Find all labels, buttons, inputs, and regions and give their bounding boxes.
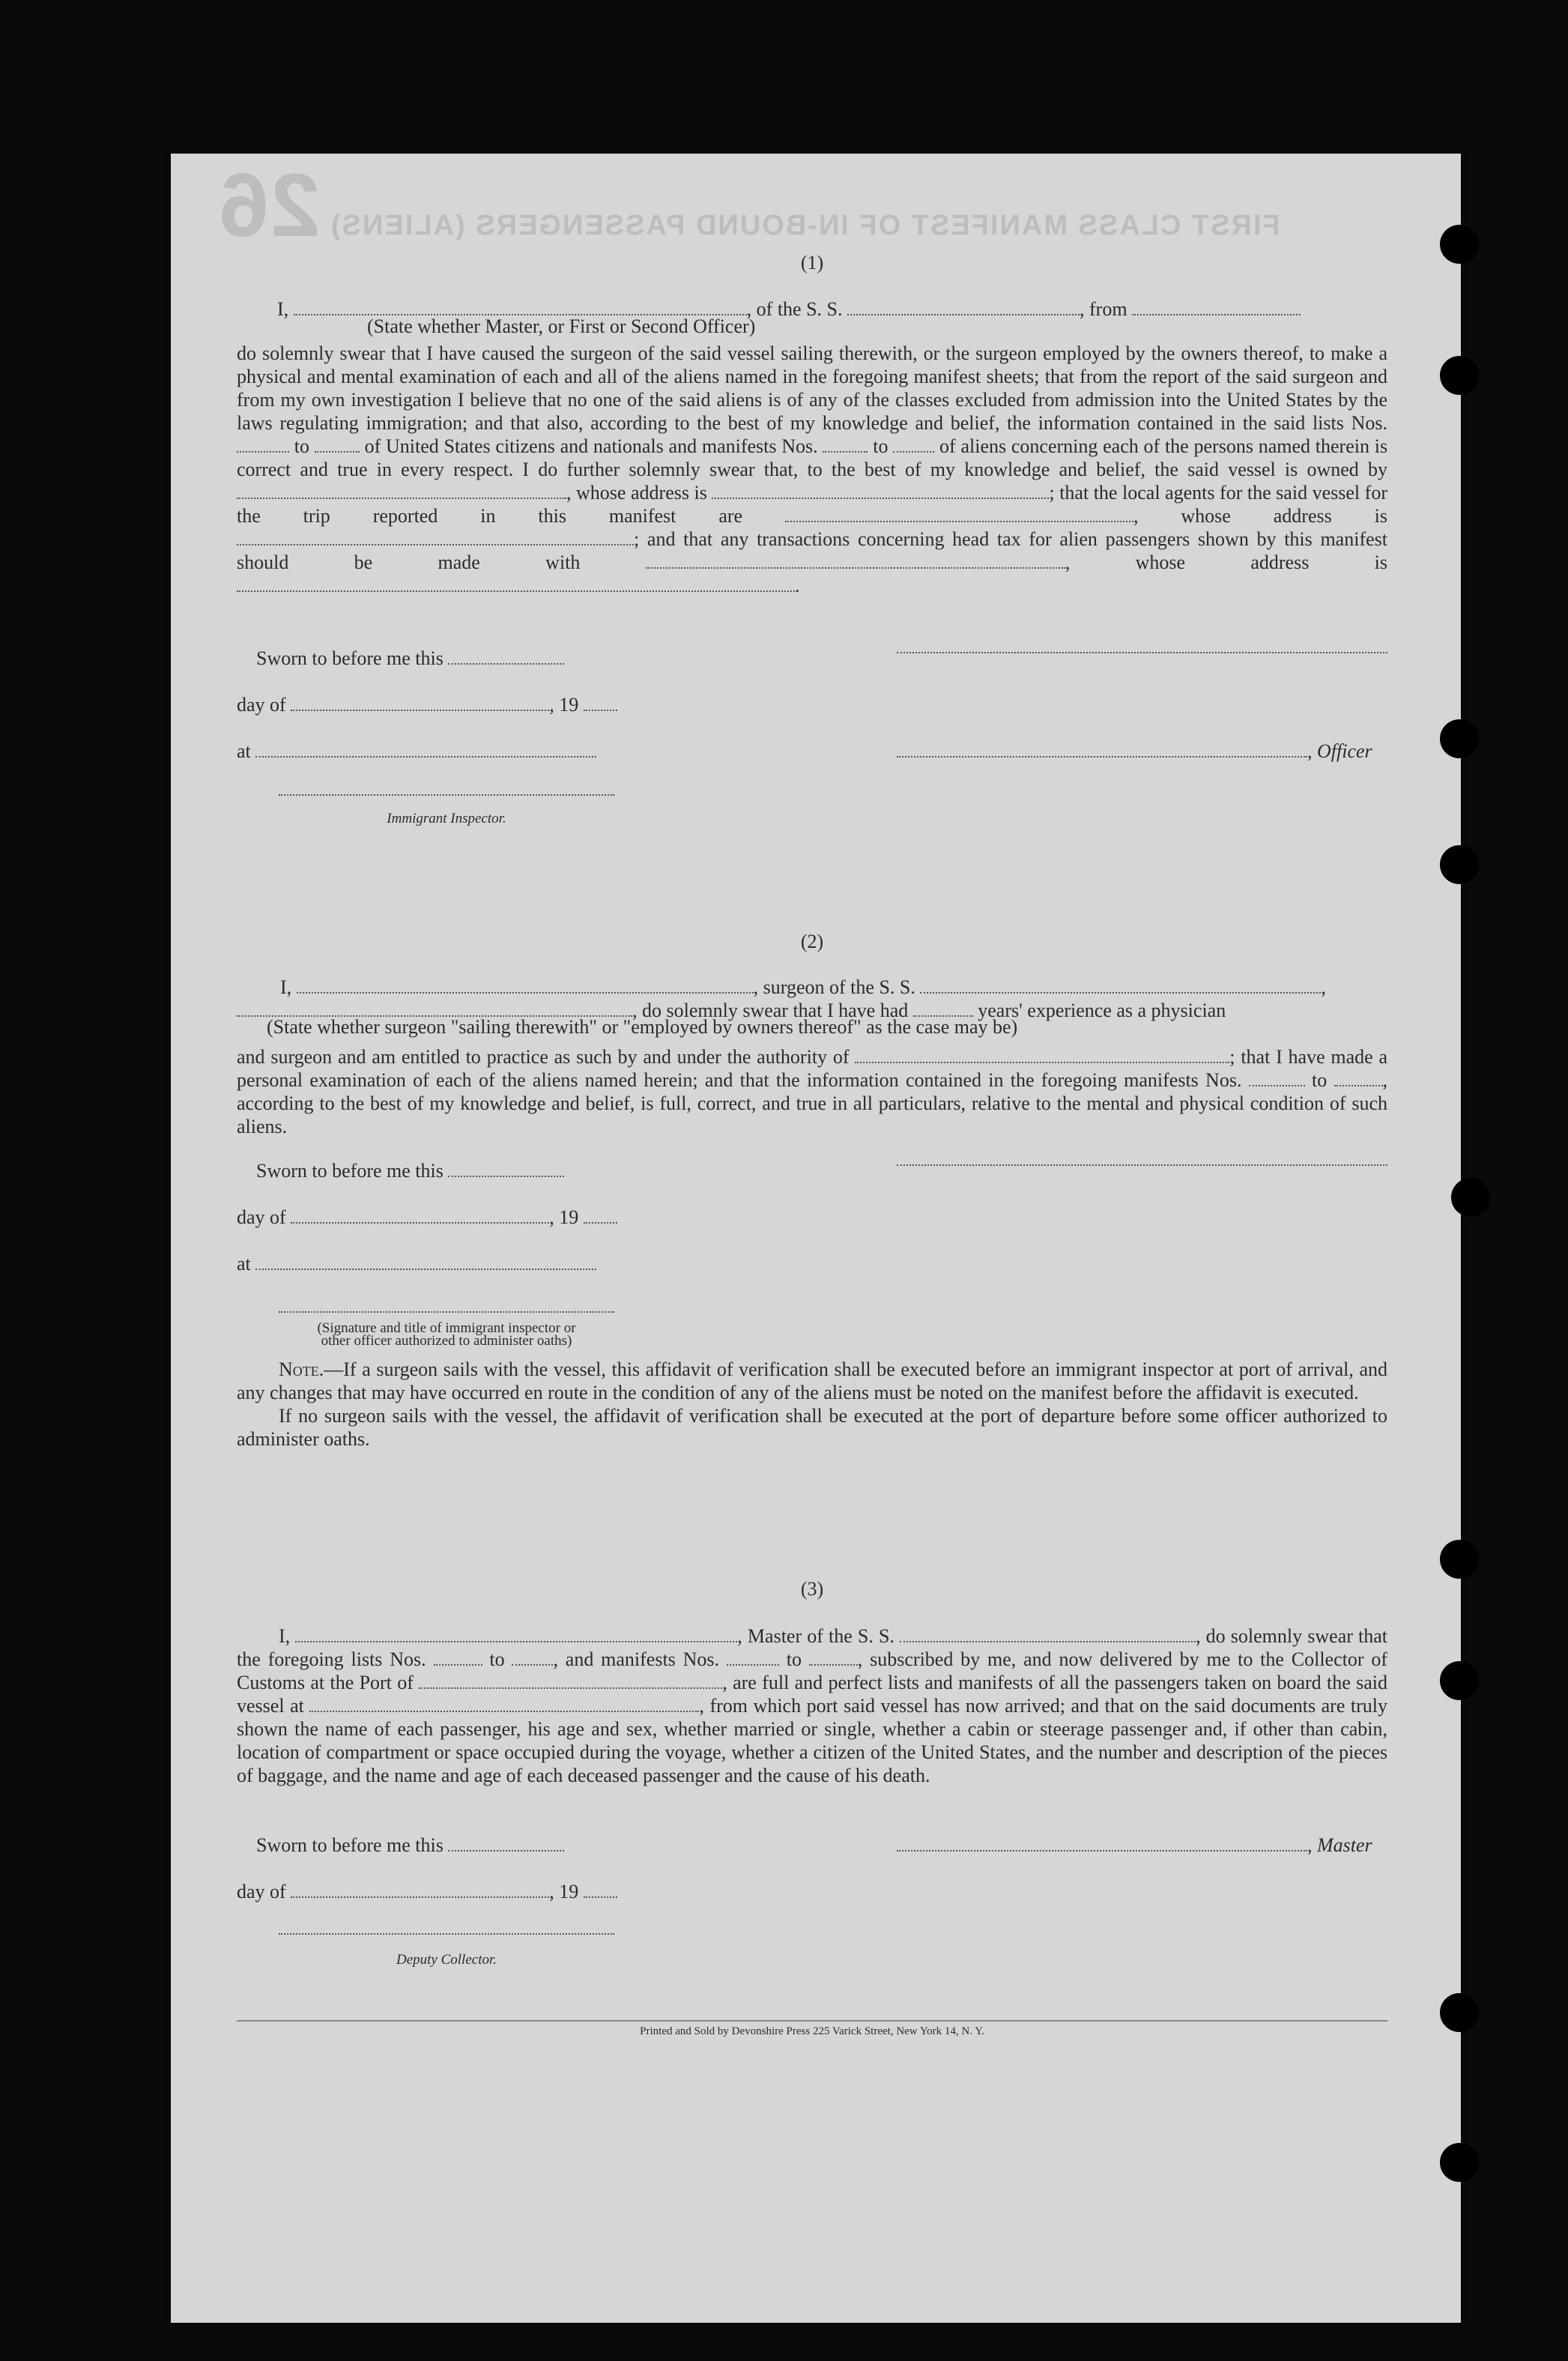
section-1-caption: (State whether Master, or First or Second Officer): [367, 315, 756, 337]
surgeon-of-ss: , surgeon of the S. S.: [753, 976, 915, 998]
note-label: Note.: [279, 1358, 324, 1380]
inspector-caption: Immigrant Inspector.: [387, 811, 506, 826]
section-2-at: [237, 1253, 596, 1275]
inspector-signature-line[interactable]: [279, 1311, 614, 1313]
from-port-field[interactable]: [1132, 300, 1301, 315]
semicolon: ;: [1049, 482, 1055, 504]
sworn-label: Sworn to before me this: [256, 1160, 444, 1182]
punch-hole: [1440, 1540, 1479, 1579]
vessel-name-field[interactable]: [847, 300, 1080, 315]
to-label: to: [1312, 1069, 1328, 1091]
signature-caption-line-1: (Signature and title of immigrant inspector or: [317, 1320, 576, 1336]
bleed-title: FIRST CLASS MANIFEST OF IN-BOUND PASSENGERS (ALIENS): [330, 210, 1280, 241]
officer-signature-line[interactable]: [897, 652, 1387, 653]
signature-caption: [279, 1322, 614, 1347]
punch-hole: [1440, 2143, 1479, 2182]
local-agents-label: that the local agents for the said vessel for the trip reported in this manifest are: [237, 482, 1387, 527]
manifests-from-field[interactable]: [1249, 1071, 1305, 1086]
section-3-body-c: , subscribed by me, and now delivered by me to the Collector of Customs at the Port of: [237, 1648, 1388, 1693]
year-prefix: , 19: [549, 1881, 579, 1902]
section-1-body: [237, 342, 1387, 597]
master-signature: [897, 1834, 1372, 1857]
surgeon-vessel-field[interactable]: [920, 979, 1321, 994]
section-1-body-c: of aliens concerning each of the persons named therein is correct and true in every respect. I do further solemnly swear that, to the best of my knowledge and belief, the said vessel is owned by: [237, 435, 1388, 480]
section-2-body-a: and surgeon and am entitled to practice as such by and under the authority of: [237, 1046, 850, 1068]
punch-hole: [1440, 1661, 1479, 1700]
officer-title-field[interactable]: [897, 743, 1307, 758]
sworn-date-field[interactable]: [448, 1162, 564, 1177]
sworn-label: Sworn to before me this: [256, 1834, 444, 1856]
whose-address-label: whose address is: [1181, 505, 1387, 527]
comma: ,: [1321, 976, 1326, 998]
section-2-line-1: [280, 976, 1326, 999]
section-3-i: I,: [279, 1625, 291, 1647]
punch-hole: [1440, 719, 1479, 758]
swear-text: , do solemnly swear that I have had: [632, 1000, 909, 1021]
section-3-body-e: , from which port said vessel has now arrived; and that on the said documents are truly shown the name of each passenger, his age and sex, whether married or single, whether a cabin or steerage passenger and, if other than cabin, location of compartment or space occupied during the voyage, whether a citizen of the United States, and the number and description of the pieces of baggage, and the name and age of each deceased passenger and the cause of his death.: [237, 1695, 1388, 1786]
master-signature-field[interactable]: [897, 1836, 1307, 1851]
punch-hole: [1440, 845, 1479, 884]
day-of-label: day of: [237, 1881, 286, 1902]
punch-hole: [1451, 1178, 1490, 1217]
at-label: at: [237, 740, 251, 762]
master-vessel-field[interactable]: [900, 1627, 1196, 1642]
section-1-number: (1): [800, 252, 824, 273]
section-1-at: [237, 740, 596, 763]
agents-address-field[interactable]: [237, 530, 634, 545]
year-prefix: , 19: [549, 694, 579, 716]
year-field[interactable]: [584, 1209, 617, 1224]
punch-hole: [1440, 356, 1479, 395]
manifests-from-field[interactable]: [727, 1651, 779, 1666]
year-field[interactable]: [584, 1883, 617, 1898]
section-2-sworn: [256, 1160, 564, 1182]
section-2-body: [237, 1045, 1387, 1138]
comma: ,: [1133, 505, 1139, 527]
manifests-to-field[interactable]: [893, 438, 934, 453]
section-1-of-ss: , of the S. S.: [746, 298, 843, 320]
port-field[interactable]: [419, 1674, 722, 1689]
section-3-body-d: , are full and perfect lists and manifests of all the passengers taken on board the said vessel at: [237, 1672, 1388, 1717]
year-prefix: , 19: [549, 1206, 579, 1228]
surgeon-signature-line[interactable]: [897, 1164, 1387, 1166]
manifests-from-field[interactable]: [823, 438, 868, 453]
section-2-day: [237, 1206, 617, 1229]
whose-address-label: , whose address is: [566, 482, 707, 504]
month-field[interactable]: [291, 696, 549, 711]
to-label: to: [786, 1648, 802, 1670]
month-field[interactable]: [291, 1883, 549, 1898]
section-2-number: (2): [800, 931, 824, 952]
day-of-label: day of: [237, 694, 286, 716]
officer-signature: [897, 740, 1372, 763]
note-text-2: If no surgeon sails with the vessel, the affidavit of verification shall be executed at the port of departure before some officer authorized to administer oaths.: [237, 1405, 1387, 1450]
collector-signature-line[interactable]: [279, 1933, 614, 1935]
section-1-sworn: [256, 647, 564, 670]
sworn-date-field[interactable]: [448, 650, 564, 665]
day-of-label: day of: [237, 1206, 286, 1228]
officer-label: , Officer: [1307, 740, 1372, 762]
manifests-to-field[interactable]: [809, 1651, 858, 1666]
manifests-to-field[interactable]: [1334, 1071, 1383, 1086]
section-3-body-b: , and manifests Nos.: [553, 1648, 720, 1670]
head-tax-text: ; and that any transactions concerning head tax for alien passengers shown by this manifest should be made with: [237, 528, 1387, 573]
head-tax-contact-field[interactable]: [646, 554, 1065, 569]
surgeon-status-field[interactable]: [237, 1002, 632, 1017]
period: .: [795, 575, 800, 596]
note: [237, 1358, 1387, 1451]
master-of-ss: , Master of the S. S.: [737, 1625, 895, 1647]
section-2-i: I,: [280, 976, 292, 998]
inspector-signature-line[interactable]: [279, 794, 614, 796]
to-label: to: [294, 435, 310, 457]
to-label: to: [873, 435, 889, 457]
signature-caption-line-2: other officer authorized to administer oaths): [321, 1333, 572, 1349]
section-3-body: [237, 1624, 1387, 1787]
surgeon-name-field[interactable]: [297, 979, 754, 994]
head-tax-address-field[interactable]: [237, 577, 795, 592]
lists-to-field[interactable]: [512, 1651, 553, 1666]
lists-from-field[interactable]: [434, 1651, 482, 1666]
footer-rule: [237, 2020, 1387, 2022]
year-field[interactable]: [584, 696, 617, 711]
month-field[interactable]: [291, 1209, 549, 1224]
section-1-day: [237, 694, 617, 716]
embark-port-field[interactable]: [309, 1697, 699, 1712]
collector-caption: Deputy Collector.: [396, 1952, 497, 1968]
local-agents-field[interactable]: [785, 507, 1133, 522]
section-3-sworn: [256, 1834, 564, 1857]
do-solemnly: , do solemnly: [1196, 1625, 1303, 1647]
section-1-i: I,: [277, 298, 289, 320]
section-1-body-a: do solemnly swear that I have caused the surgeon of the said vessel sailing therewith, or the surgeon employed by the owners thereof, to make a physical and mental examination of each and all of the aliens named in the foregoing manifest sheets; that from the report of the said surgeon and from my own investigation I believe that no one of the said aliens is of any of the classes excluded from admission into the United States by the laws regulating immigration; and that also, according to the best of my knowledge and belief, the information contained in the said lists Nos.: [237, 342, 1387, 434]
note-text-1: —If a surgeon sails with the vessel, this affidavit of verification shall be executed before an immigrant inspector at port of arrival, and any changes that may have occurred en route in the condition of any of the aliens must be noted on the manifest before the affidavit is executed.: [237, 1358, 1387, 1403]
semicolon: ;: [1229, 1046, 1235, 1068]
authority-field[interactable]: [855, 1048, 1229, 1063]
section-2-caption: (State whether surgeon "sailing therewith" or "employed by owners thereof" as the case may be): [267, 1016, 1018, 1038]
place-field[interactable]: [255, 1255, 596, 1270]
section-3-body-a: swear that the foregoing lists Nos.: [237, 1625, 1388, 1670]
section-3-number: (3): [800, 1578, 824, 1600]
section-3-day: [237, 1881, 617, 1903]
owner-field[interactable]: [237, 484, 566, 499]
lists-to-field[interactable]: [315, 438, 360, 453]
years-text: years' experience as a physician: [978, 1000, 1226, 1021]
officer-name-field[interactable]: [294, 300, 747, 315]
master-label: , Master: [1307, 1834, 1372, 1856]
section-1-body-b: of United States citizens and nationals and manifests Nos.: [364, 435, 818, 457]
bleed-manifest-number: 26: [217, 155, 321, 256]
at-label: at: [237, 1253, 251, 1275]
printer-imprint: Printed and Sold by Devonshire Press 225 Varick Street, New York 14, N. Y.: [640, 2025, 984, 2037]
section-1-from: , from: [1080, 298, 1127, 320]
section-2-body-b: that I have made a personal examination of each of the aliens named herein; and that the information contained in the foregoing manifests Nos.: [237, 1046, 1388, 1091]
years-field[interactable]: [913, 1002, 973, 1017]
sworn-label: Sworn to before me this: [256, 647, 444, 669]
section-2-body-c: , according to the best of my knowledge and belief, is full, correct, and true in all particulars, relative to the mental and physical condition of such aliens.: [237, 1069, 1388, 1137]
place-field[interactable]: [255, 743, 596, 758]
whose-address-label: , whose address is: [1065, 551, 1387, 573]
master-name-field[interactable]: [295, 1627, 737, 1642]
to-label: to: [489, 1648, 505, 1670]
lists-from-field[interactable]: [237, 438, 289, 453]
punch-hole: [1440, 1993, 1479, 2032]
punch-hole: [1440, 225, 1479, 264]
sworn-date-field[interactable]: [448, 1836, 564, 1851]
owner-address-field[interactable]: [712, 484, 1049, 499]
